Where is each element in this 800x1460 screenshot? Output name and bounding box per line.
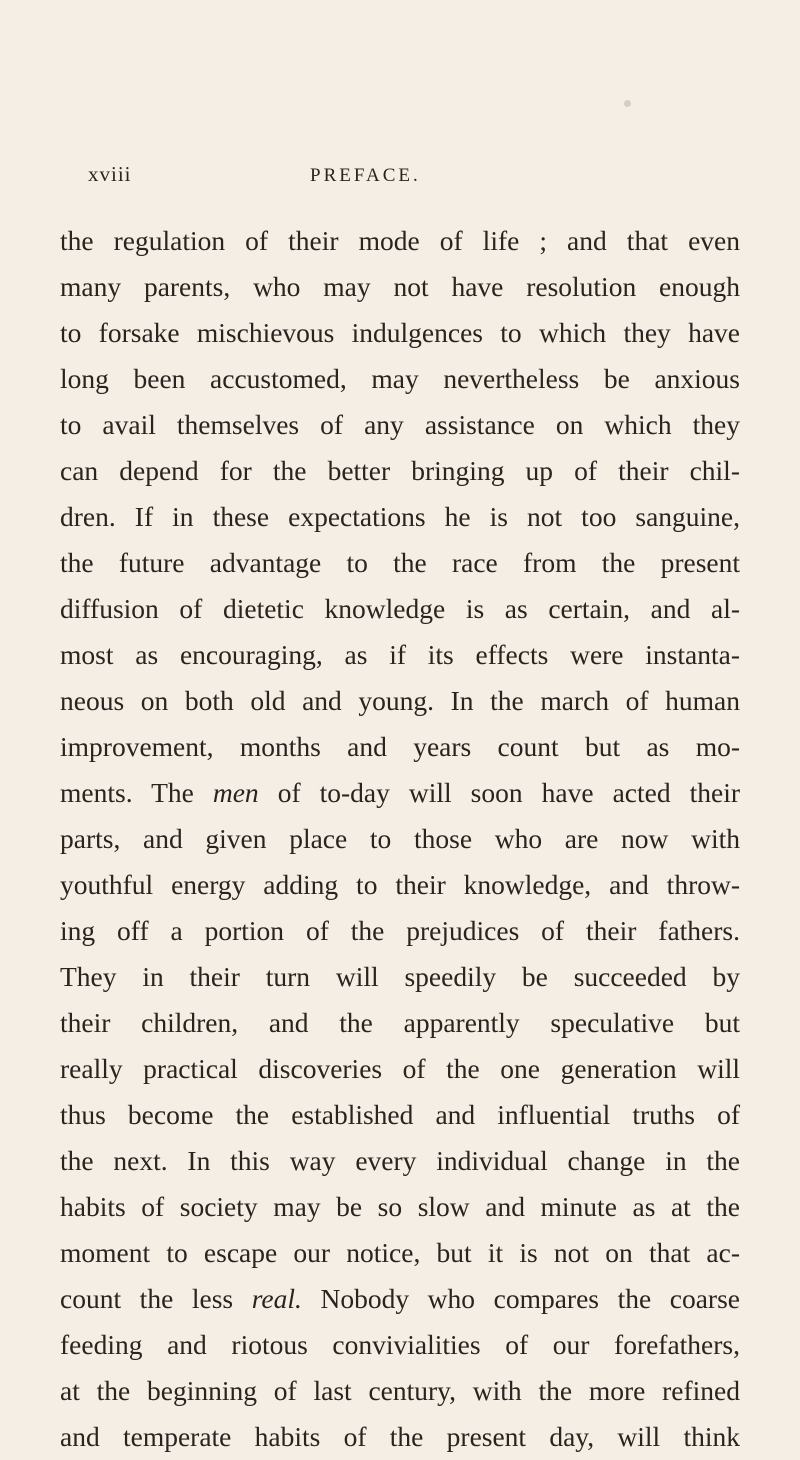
text-line-13-before: ments. The [60,777,213,808]
text-line-2: many parents, who may not have resolution enough [60,271,740,302]
text-line-24-before: count the less [60,1283,252,1314]
text-line-26: at the beginning of last century, with the more refined [60,1375,740,1406]
text-line-7: dren. If in these expectations he is not too sanguine, [60,501,740,532]
running-head: PREFACE. [310,165,421,186]
text-line-27: and temperate habits of the present day, will think [60,1421,740,1452]
text-line-24-after: Nobody who compares the coarse [301,1283,740,1314]
italic-word-real: real. [251,1283,302,1314]
text-line-5: to avail themselves of any assistance on which they [60,409,740,440]
text-line-14: parts, and given place to those who are now with [60,823,740,854]
text-line-25: feeding and riotous convivialities of our forefathers, [60,1329,740,1360]
body-text [60,218,740,1460]
text-line-8: the future advantage to the race from the present [60,547,740,578]
paper-speck [624,100,631,107]
text-line-19: really practical discoveries of the one generation will [60,1053,740,1084]
text-line-24 [60,1276,740,1322]
text-line-20: thus become the established and influential truths of [60,1099,740,1130]
text-line-9: diffusion of dietetic knowledge is as certain, and al- [60,593,740,624]
text-line-18: their children, and the apparently speculative but [60,1007,740,1038]
page-number: xviii [88,162,132,186]
text-line-13 [60,770,740,816]
text-line-21: the next. In this way every individual change in the [60,1145,740,1176]
text-line-13-after: of to-day will soon have acted their [258,777,740,808]
text-line-4: long been accustomed, may nevertheless be anxious [60,363,740,394]
text-line-22: habits of society may be so slow and minute as at the [60,1191,740,1222]
text-line-17: They in their turn will speedily be succeeded by [60,961,740,992]
text-line-6: can depend for the better bringing up of their chil- [60,455,740,486]
italic-word-men: men [212,777,259,808]
text-line-23: moment to escape our notice, but it is not on that ac- [60,1237,740,1268]
text-line-3: to forsake mischievous indulgences to which they have [60,317,740,348]
text-line-1: the regulation of their mode of life ; and that even [60,225,740,256]
text-line-10: most as encouraging, as if its effects were instanta- [60,639,740,670]
text-line-12: improvement, months and years count but as mo- [60,731,740,762]
text-line-16: ing off a portion of the prejudices of their fathers. [60,915,740,946]
text-line-15: youthful energy adding to their knowledge, and throw- [60,869,740,900]
text-line-11: neous on both old and young. In the march of human [60,685,740,716]
